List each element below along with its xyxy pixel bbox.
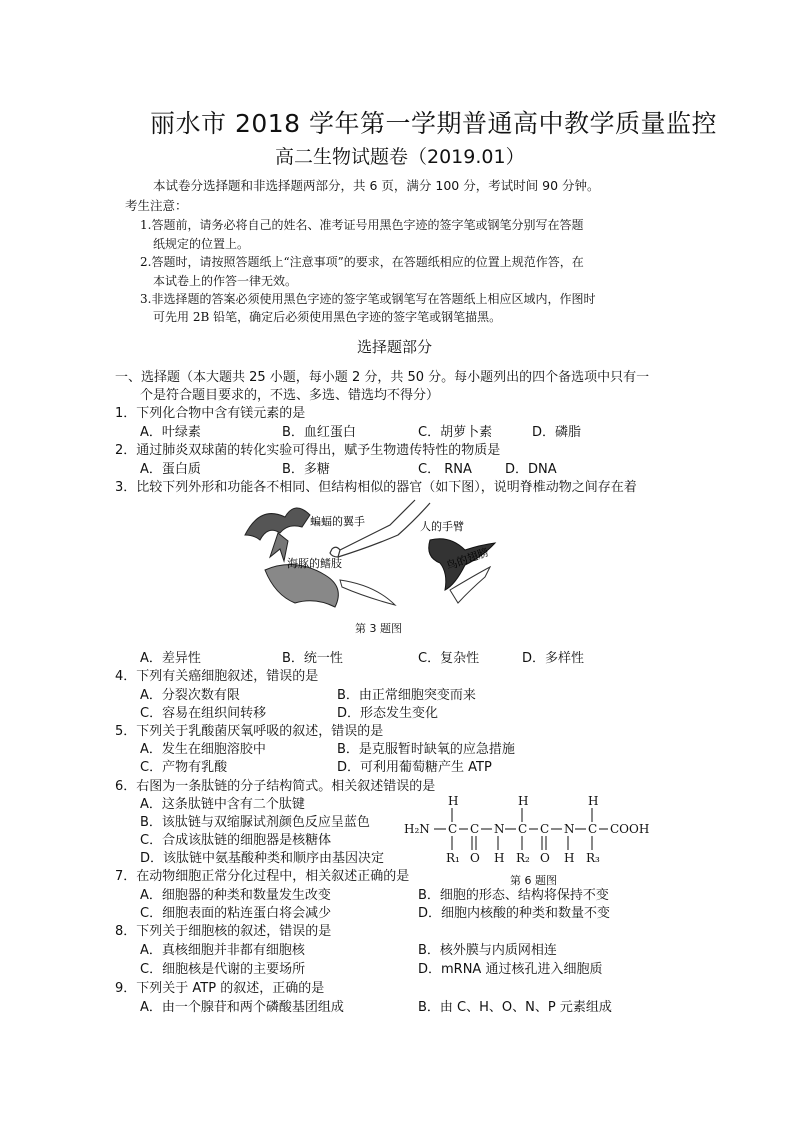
atom-h: H xyxy=(494,851,505,865)
label-bird: 鸟的翅膀 xyxy=(444,545,491,573)
option-a: A．由一个腺苷和两个磷酸基团组成 xyxy=(140,1000,344,1015)
question-stem: 6．右图为一条肽链的分子结构简式。相关叙述错误的是 xyxy=(115,779,436,794)
human-arm-image xyxy=(330,500,430,557)
question-stem: 7．在动物细胞正常分化过程中，相关叙述正确的是 xyxy=(115,869,410,884)
note-line: 纸规定的位置上。 xyxy=(153,237,250,251)
note-line: 2.答题时，请按照答题纸上“注意事项”的要求，在答题纸相应的位置上规范作答，在 xyxy=(140,255,584,269)
bat-wing-image xyxy=(245,508,310,561)
atom-c: C xyxy=(470,822,480,836)
atom-h: H xyxy=(564,851,575,865)
option-d: D．DNA xyxy=(505,462,557,477)
option-d: D．可利用葡萄糖产生 ATP xyxy=(337,760,492,775)
part-instructions: 一、选择题（本大题共 25 小题，每小题 2 分，共 50 分。每小题列出的四个备选项中只有一 xyxy=(115,370,650,385)
note-line: 本试卷上的作答一律无效。 xyxy=(153,274,298,288)
note-line: 3.非选择题的答案必须使用黑色字迹的签字笔或钢笔写在答题纸上相应区域内，作图时 xyxy=(140,292,596,306)
option-b: B．细胞的形态、结构将保持不变 xyxy=(418,888,609,903)
note-line: 1.答题前，请务必将自己的姓名、准考证号用黑色字迹的签字笔或钢笔分别写在答题 xyxy=(140,218,584,232)
atom-h: H xyxy=(518,794,529,808)
option-c: C．胡萝卜素 xyxy=(418,425,493,440)
option-c: C．合成该肽链的细胞器是核糖体 xyxy=(140,833,332,848)
atom-n: N xyxy=(564,822,575,836)
option-b: B．该肽链与双缩脲试剂颜色反应呈蓝色 xyxy=(140,815,370,830)
option-b: B．血红蛋白 xyxy=(282,425,356,440)
page-title: 丽水市 2018 学年第一学期普通高中教学质量监控 xyxy=(150,109,718,138)
option-d: D．细胞内核酸的种类和数量不变 xyxy=(418,906,611,921)
option-c: C．产物有乳酸 xyxy=(140,760,228,775)
option-d: D．mRNA 通过核孔进入细胞质 xyxy=(418,962,603,977)
option-c: C．复杂性 xyxy=(418,651,480,666)
atom-n: N xyxy=(494,822,505,836)
question-stem: 2．通过肺炎双球菌的转化实验可得出，赋予生物遗传特性的物质是 xyxy=(115,443,501,458)
label-dolphin: 海豚的鳍肢 xyxy=(287,557,342,570)
figure-3-illustration xyxy=(240,495,500,613)
question-stem: 1．下列化合物中含有镁元素的是 xyxy=(115,406,306,421)
atom-r1: R₁ xyxy=(446,851,460,865)
atom-r2: R₂ xyxy=(516,851,530,865)
option-d: D．该肽链中氨基酸种类和顺序由基因决定 xyxy=(140,851,385,866)
option-c: C． RNA xyxy=(418,462,472,477)
atom-h: H xyxy=(588,794,599,808)
option-b: B．是克服暂时缺氧的应急措施 xyxy=(337,742,515,757)
atom-c: C xyxy=(588,822,598,836)
option-a: A．发生在细胞溶胶中 xyxy=(140,742,266,757)
option-a: A．这条肽链中含有二个肽键 xyxy=(140,797,305,812)
question-stem: 8．下列关于细胞核的叙述，错误的是 xyxy=(115,924,332,939)
option-c: C．细胞表面的粘连蛋白将会减少 xyxy=(140,906,332,921)
option-a: A．细胞器的种类和数量发生改变 xyxy=(140,888,331,903)
atom-c: C xyxy=(518,822,528,836)
option-a: A．差异性 xyxy=(140,651,201,666)
page-subtitle: 高二生物试题卷（2019.01） xyxy=(275,146,525,168)
option-a: A．真核细胞并非都有细胞核 xyxy=(140,943,305,958)
peptide-structure-diagram xyxy=(402,792,662,866)
atom-h: H xyxy=(448,794,459,808)
option-b: B．由正常细胞突变而来 xyxy=(337,688,476,703)
option-a: A．分裂次数有限 xyxy=(140,688,240,703)
question-stem: 3．比较下列外形和功能各不相同、但结构相似的器官（如下图），说明脊椎动物之间存在着 xyxy=(115,480,637,495)
figure-3-caption: 第 3 题图 xyxy=(355,622,402,635)
section-title: 选择题部分 xyxy=(357,338,433,356)
option-b: B．统一性 xyxy=(282,651,343,666)
notice-title: 考生注意： xyxy=(125,198,188,213)
option-b: B．由 C、H、O、N、P 元素组成 xyxy=(418,1000,612,1015)
label-bat: 蝙蝠的翼手 xyxy=(310,515,365,528)
atom-r3: R₃ xyxy=(586,851,600,865)
flipper-bones-image xyxy=(340,580,395,605)
option-d: D．多样性 xyxy=(522,651,585,666)
atom-o: O xyxy=(470,851,480,865)
option-c: C．细胞核是代谢的主要场所 xyxy=(140,962,306,977)
atom-c: C xyxy=(540,822,550,836)
part-instructions: 个是符合题目要求的，不选、多选、错选均不得分） xyxy=(140,388,440,403)
label-human: 人的手臂 xyxy=(420,520,464,533)
question-stem: 5．下列关于乳酸菌厌氧呼吸的叙述，错误的是 xyxy=(115,724,384,739)
option-b: B．核外膜与内质网相连 xyxy=(418,943,557,958)
dolphin-image xyxy=(265,565,338,607)
figure-6-caption: 第 6 题图 xyxy=(510,874,557,887)
option-d: D．形态发生变化 xyxy=(337,706,439,721)
exam-intro: 本试卷分选择题和非选择题两部分，共 6 页，满分 100 分，考试时间 90 分钟。 xyxy=(153,178,600,193)
option-a: A．叶绿素 xyxy=(140,425,201,440)
atom-o: O xyxy=(540,851,550,865)
option-c: C．容易在组织间转移 xyxy=(140,706,267,721)
atom-c: C xyxy=(448,822,458,836)
note-line: 可先用 2B 铅笔，确定后必须使用黑色字迹的签字笔或钢笔描黑。 xyxy=(153,310,502,324)
option-a: A．蛋白质 xyxy=(140,462,201,477)
question-stem: 9．下列关于 ATP 的叙述，正确的是 xyxy=(115,981,325,996)
atom-cooh: COOH xyxy=(610,822,650,836)
atom-h2n: H₂N xyxy=(404,822,430,836)
option-b: B．多糖 xyxy=(282,462,330,477)
option-d: D．磷脂 xyxy=(532,425,582,440)
question-stem: 4．下列有关癌细胞叙述，错误的是 xyxy=(115,669,319,684)
